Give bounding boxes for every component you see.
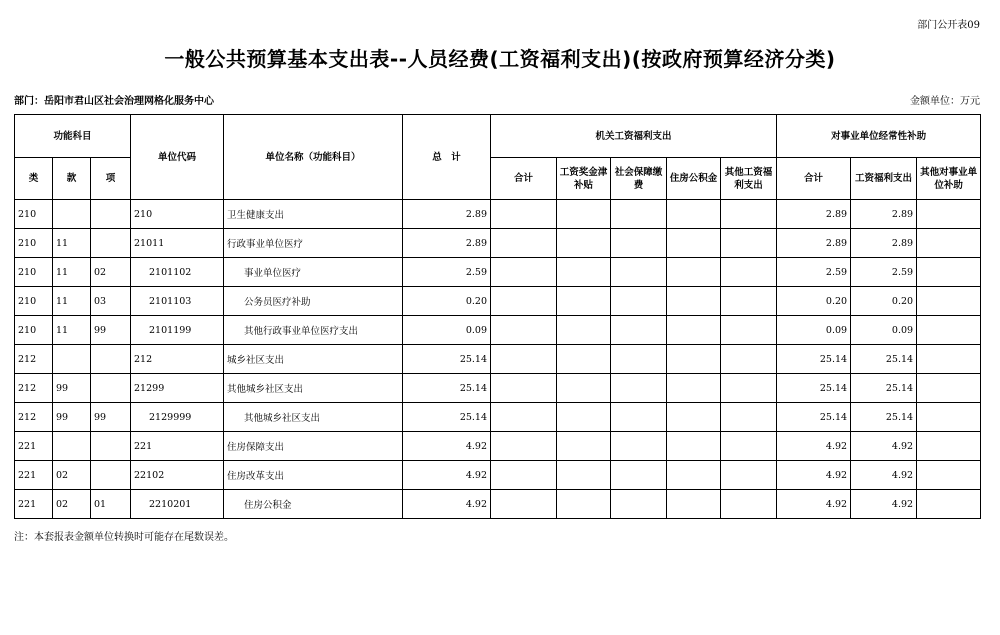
header-kuan: 款 — [53, 158, 91, 200]
cell-org-other — [721, 287, 777, 316]
cell-xiang — [91, 229, 131, 258]
table-row — [15, 432, 981, 461]
cell-unit-code: 2101103 — [131, 287, 224, 316]
table-row — [15, 287, 981, 316]
cell-inst-other — [917, 316, 981, 345]
cell-kuan: 99 — [53, 374, 91, 403]
cell-kuan: 11 — [53, 229, 91, 258]
cell-inst-subtotal: 2.89 — [777, 200, 851, 229]
cell-inst-salary: 2.89 — [851, 200, 917, 229]
cell-lei: 210 — [15, 258, 53, 287]
cell-kuan: 02 — [53, 490, 91, 519]
cell-org-salary — [557, 287, 611, 316]
cell-org-other — [721, 461, 777, 490]
cell-org-housing — [667, 490, 721, 519]
header-unit-name: 单位名称（功能科目） — [224, 115, 403, 200]
header-org-social: 社会保障缴费 — [611, 158, 667, 200]
cell-org-other — [721, 490, 777, 519]
cell-inst-other — [917, 374, 981, 403]
cell-xiang — [91, 432, 131, 461]
cell-org-salary — [557, 432, 611, 461]
header-xiang: 项 — [91, 158, 131, 200]
cell-kuan: 11 — [53, 258, 91, 287]
cell-org-salary — [557, 374, 611, 403]
cell-inst-subtotal: 2.89 — [777, 229, 851, 258]
cell-org-other — [721, 229, 777, 258]
cell-total: 25.14 — [403, 403, 491, 432]
table-body — [15, 200, 981, 519]
header-org-other: 其他工资福利支出 — [721, 158, 777, 200]
table-row — [15, 200, 981, 229]
cell-inst-salary: 25.14 — [851, 403, 917, 432]
cell-inst-salary: 0.20 — [851, 287, 917, 316]
cell-org-social — [611, 403, 667, 432]
cell-lei: 221 — [15, 490, 53, 519]
cell-kuan: 99 — [53, 403, 91, 432]
cell-unit-name: 住房公积金 — [224, 490, 403, 519]
cell-org-housing — [667, 258, 721, 287]
cell-org-housing — [667, 345, 721, 374]
cell-org-other — [721, 258, 777, 287]
cell-lei: 210 — [15, 287, 53, 316]
header-total: 总 计 — [403, 115, 491, 200]
header-inst-salary: 工资福利支出 — [851, 158, 917, 200]
cell-inst-salary: 25.14 — [851, 345, 917, 374]
cell-inst-other — [917, 490, 981, 519]
cell-org-subtotal — [491, 287, 557, 316]
cell-inst-subtotal: 4.92 — [777, 461, 851, 490]
cell-org-salary — [557, 200, 611, 229]
cell-unit-name: 城乡社区支出 — [224, 345, 403, 374]
cell-total: 2.89 — [403, 200, 491, 229]
cell-org-social — [611, 345, 667, 374]
cell-unit-code: 2210201 — [131, 490, 224, 519]
cell-xiang: 03 — [91, 287, 131, 316]
cell-total: 4.92 — [403, 490, 491, 519]
cell-unit-code: 21011 — [131, 229, 224, 258]
cell-org-subtotal — [491, 229, 557, 258]
cell-org-other — [721, 403, 777, 432]
cell-inst-subtotal: 25.14 — [777, 374, 851, 403]
cell-org-housing — [667, 461, 721, 490]
header-org-salary: 工资奖金津补贴 — [557, 158, 611, 200]
cell-unit-name: 卫生健康支出 — [224, 200, 403, 229]
cell-inst-salary: 2.89 — [851, 229, 917, 258]
cell-org-salary — [557, 403, 611, 432]
cell-org-subtotal — [491, 461, 557, 490]
cell-org-social — [611, 432, 667, 461]
cell-org-salary — [557, 461, 611, 490]
cell-total: 2.59 — [403, 258, 491, 287]
cell-lei: 221 — [15, 432, 53, 461]
cell-kuan — [53, 432, 91, 461]
table-number-label: 部门公开表09 — [917, 20, 980, 31]
cell-org-subtotal — [491, 316, 557, 345]
cell-org-subtotal — [491, 345, 557, 374]
header-org-subtotal: 合计 — [491, 158, 557, 200]
cell-xiang — [91, 461, 131, 490]
cell-org-social — [611, 200, 667, 229]
expenditure-table — [14, 114, 981, 519]
cell-inst-other — [917, 200, 981, 229]
header-func-subject: 功能科目 — [15, 115, 131, 158]
cell-inst-subtotal: 2.59 — [777, 258, 851, 287]
cell-org-social — [611, 229, 667, 258]
cell-inst-salary: 4.92 — [851, 461, 917, 490]
cell-kuan: 11 — [53, 316, 91, 345]
cell-org-other — [721, 432, 777, 461]
cell-inst-salary: 25.14 — [851, 374, 917, 403]
cell-total: 0.09 — [403, 316, 491, 345]
cell-unit-code: 22102 — [131, 461, 224, 490]
cell-lei: 212 — [15, 345, 53, 374]
cell-org-social — [611, 287, 667, 316]
cell-org-subtotal — [491, 200, 557, 229]
header-inst-group: 对事业单位经常性补助 — [777, 115, 981, 158]
cell-xiang: 99 — [91, 403, 131, 432]
table-row — [15, 229, 981, 258]
header-inst-other: 其他对事业单位补助 — [917, 158, 981, 200]
cell-org-social — [611, 490, 667, 519]
cell-org-housing — [667, 374, 721, 403]
cell-org-other — [721, 200, 777, 229]
cell-inst-other — [917, 461, 981, 490]
cell-org-housing — [667, 200, 721, 229]
cell-inst-subtotal: 0.20 — [777, 287, 851, 316]
cell-kuan — [53, 345, 91, 374]
cell-inst-other — [917, 403, 981, 432]
table-row — [15, 374, 981, 403]
cell-lei: 212 — [15, 374, 53, 403]
table-row — [15, 345, 981, 374]
cell-org-housing — [667, 287, 721, 316]
cell-inst-other — [917, 287, 981, 316]
cell-inst-other — [917, 229, 981, 258]
cell-unit-name: 其他城乡社区支出 — [224, 374, 403, 403]
cell-inst-subtotal: 25.14 — [777, 403, 851, 432]
cell-inst-salary: 0.09 — [851, 316, 917, 345]
cell-org-subtotal — [491, 432, 557, 461]
cell-lei: 210 — [15, 200, 53, 229]
cell-org-housing — [667, 432, 721, 461]
cell-org-social — [611, 258, 667, 287]
cell-unit-code: 210 — [131, 200, 224, 229]
cell-total: 4.92 — [403, 432, 491, 461]
cell-kuan: 02 — [53, 461, 91, 490]
cell-total: 25.14 — [403, 345, 491, 374]
cell-org-salary — [557, 258, 611, 287]
cell-org-salary — [557, 490, 611, 519]
cell-inst-subtotal: 4.92 — [777, 432, 851, 461]
cell-xiang — [91, 200, 131, 229]
cell-unit-code: 212 — [131, 345, 224, 374]
cell-unit-name: 行政事业单位医疗 — [224, 229, 403, 258]
cell-unit-name: 其他行政事业单位医疗支出 — [224, 316, 403, 345]
table-row — [15, 258, 981, 287]
cell-org-subtotal — [491, 403, 557, 432]
cell-org-social — [611, 316, 667, 345]
table-row — [15, 461, 981, 490]
table-row — [15, 316, 981, 345]
cell-inst-subtotal: 25.14 — [777, 345, 851, 374]
header-org-housing: 住房公积金 — [667, 158, 721, 200]
header-org-group: 机关工资福利支出 — [491, 115, 777, 158]
cell-inst-salary: 4.92 — [851, 490, 917, 519]
cell-inst-subtotal: 0.09 — [777, 316, 851, 345]
cell-unit-name: 公务员医疗补助 — [224, 287, 403, 316]
cell-xiang: 01 — [91, 490, 131, 519]
cell-org-housing — [667, 403, 721, 432]
cell-org-subtotal — [491, 258, 557, 287]
cell-inst-subtotal: 4.92 — [777, 490, 851, 519]
cell-inst-salary: 2.59 — [851, 258, 917, 287]
cell-unit-code: 2101199 — [131, 316, 224, 345]
cell-inst-salary: 4.92 — [851, 432, 917, 461]
table-row — [15, 403, 981, 432]
cell-org-housing — [667, 316, 721, 345]
cell-total: 25.14 — [403, 374, 491, 403]
table-row — [15, 490, 981, 519]
cell-kuan — [53, 200, 91, 229]
cell-unit-code: 21299 — [131, 374, 224, 403]
header-unit-code: 单位代码 — [131, 115, 224, 200]
cell-lei: 212 — [15, 403, 53, 432]
cell-xiang: 99 — [91, 316, 131, 345]
amount-unit-label: 金额单位：万元 — [910, 96, 980, 107]
cell-org-salary — [557, 345, 611, 374]
header-inst-subtotal: 合计 — [777, 158, 851, 200]
cell-org-subtotal — [491, 374, 557, 403]
cell-lei: 210 — [15, 316, 53, 345]
cell-total: 2.89 — [403, 229, 491, 258]
header-lei: 类 — [15, 158, 53, 200]
cell-unit-name: 住房保障支出 — [224, 432, 403, 461]
cell-total: 4.92 — [403, 461, 491, 490]
page-title: 一般公共预算基本支出表--人员经费(工资福利支出)(按政府预算经济分类) — [164, 47, 836, 71]
cell-org-social — [611, 374, 667, 403]
cell-org-subtotal — [491, 490, 557, 519]
cell-lei: 221 — [15, 461, 53, 490]
cell-org-other — [721, 374, 777, 403]
cell-org-other — [721, 316, 777, 345]
cell-total: 0.20 — [403, 287, 491, 316]
cell-unit-code: 2129999 — [131, 403, 224, 432]
cell-org-other — [721, 345, 777, 374]
cell-unit-code: 221 — [131, 432, 224, 461]
cell-inst-other — [917, 258, 981, 287]
cell-xiang — [91, 345, 131, 374]
department-label: 部门：岳阳市君山区社会治理网格化服务中心 — [14, 96, 214, 107]
cell-xiang: 02 — [91, 258, 131, 287]
cell-org-salary — [557, 316, 611, 345]
cell-inst-other — [917, 432, 981, 461]
footnote: 注：本套报表金额单位转换时可能存在尾数误差。 — [14, 532, 234, 543]
cell-org-salary — [557, 229, 611, 258]
cell-unit-name: 事业单位医疗 — [224, 258, 403, 287]
cell-lei: 210 — [15, 229, 53, 258]
cell-xiang — [91, 374, 131, 403]
cell-unit-name: 其他城乡社区支出 — [224, 403, 403, 432]
cell-inst-other — [917, 345, 981, 374]
cell-org-social — [611, 461, 667, 490]
cell-unit-code: 2101102 — [131, 258, 224, 287]
cell-kuan: 11 — [53, 287, 91, 316]
cell-unit-name: 住房改革支出 — [224, 461, 403, 490]
cell-org-housing — [667, 229, 721, 258]
